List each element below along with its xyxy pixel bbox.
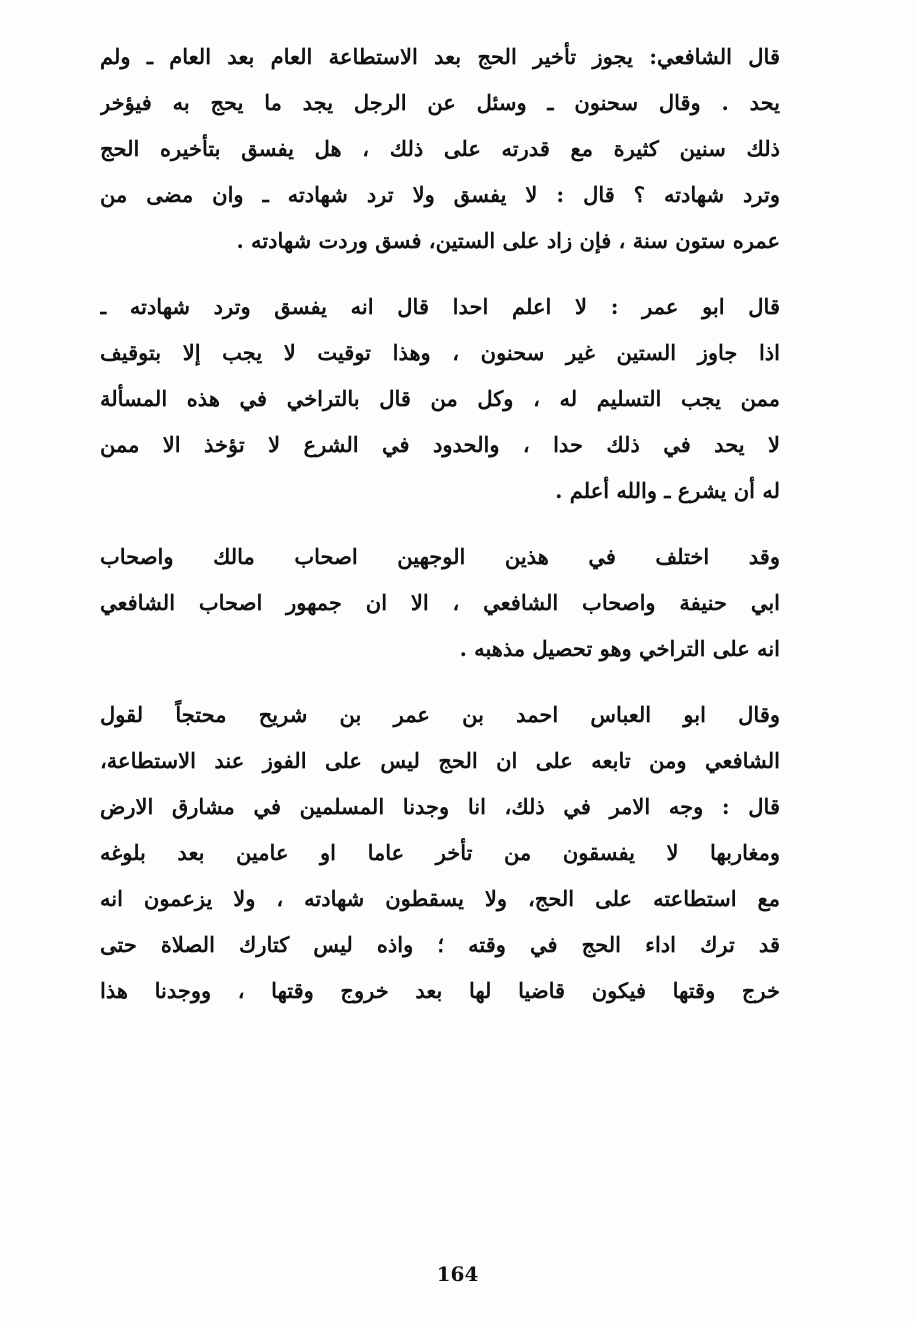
text-line: مع استطاعته على الحج، ولا يسقطون شهادته ، ولا يزعمون انه (100, 886, 780, 911)
paragraph-2 (100, 284, 780, 514)
page-number: 164 (436, 1262, 479, 1286)
text-line: ممن يجب التسليم له ، وكل من قال بالتراخي في هذه المسألة (100, 386, 780, 411)
text-line: قد ترك اداء الحج في وقته ؛ واذه ليس كتارك الصلاة حتى (100, 932, 780, 957)
text-line: له أن يشرع ـ والله أعلم . (555, 478, 780, 503)
text-line: قال ابو عمر : لا اعلم احدا قال انه يفسق وترد شهادته ـ (100, 294, 780, 319)
text-line: الشافعي ومن تابعه على ان الحج ليس على الفوز عند الاستطاعة، (100, 748, 780, 773)
text-line: لا يحد في ذلك حدا ، والحدود في الشرع لا تؤخذ الا ممن (100, 432, 780, 457)
text-line: خرج وقتها فيكون قاضيا لها بعد خروج وقتها ، ووجدنا هذا (100, 978, 780, 1003)
text-line: ذلك سنين كثيرة مع قدرته على ذلك ، هل يفسق بتأخيره الحج (100, 136, 780, 161)
paragraph-3 (100, 534, 780, 672)
text-line: قال الشافعي: يجوز تأخير الحج بعد الاستطاعة العام بعد العام ـ ولم (100, 44, 780, 69)
paragraph-4 (100, 692, 780, 1014)
text-line: يحد . وقال سحنون ـ وسئل عن الرجل يجد ما يحج به فيؤخر (100, 90, 780, 115)
text-line: وترد شهادته ؟ قال : لا يفسق ولا ترد شهادته ـ وان مضى من (100, 182, 780, 207)
text-line: وقال ابو العباس احمد بن عمر بن شريح محتجاً لقول (100, 702, 780, 727)
text-line: ومغاربها لا يفسقون من تأخر عاما او عامين بعد بلوغه (100, 840, 780, 865)
text-line: قال : وجه الامر في ذلك، انا وجدنا المسلمين في مشارق الارض (100, 794, 780, 819)
text-line: انه على التراخي وهو تحصيل مذهبه . (459, 636, 780, 661)
text-line: اذا جاوز الستين غير سحنون ، وهذا توقيت لا يجب إلا بتوقيف (100, 340, 780, 365)
text-line: وقد اختلف في هذين الوجهين اصحاب مالك واصحاب (100, 544, 780, 569)
body-text (100, 34, 780, 1014)
text-line: ابي حنيفة واصحاب الشافعي ، الا ان جمهور اصحاب الشافعي (100, 590, 780, 615)
text-line: عمره ستون سنة ، فإن زاد على الستين، فسق وردت شهادته . (236, 228, 780, 253)
paragraph-1 (100, 34, 780, 264)
